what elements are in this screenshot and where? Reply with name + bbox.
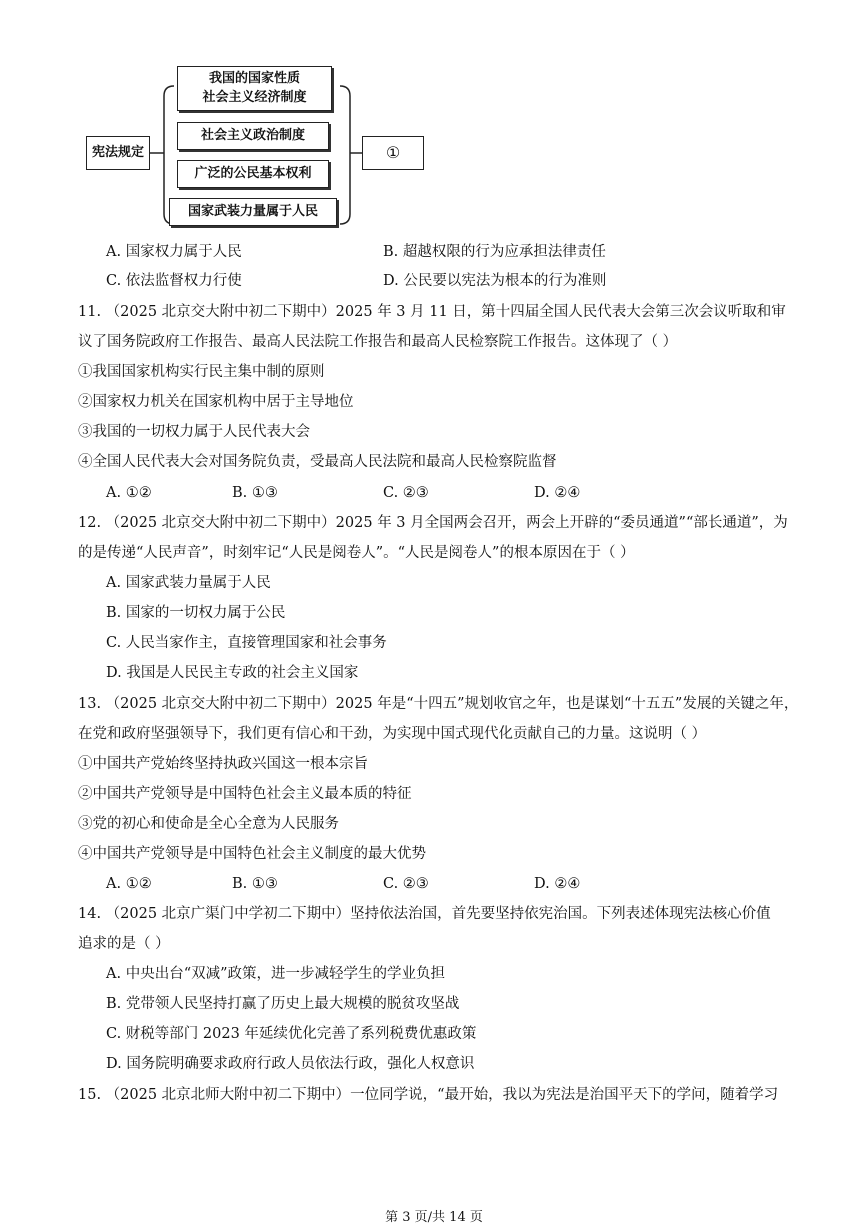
diagram-box-4-label: 国家武装力量属于人民 [187, 203, 318, 219]
q14-option-a: A. 中央出台“双减”政策，进一步减轻学生的学业负担 [106, 966, 446, 982]
diagram-box-2 [177, 122, 329, 150]
q10-option-c: C. 依法监督权力行使 [106, 273, 242, 289]
diagram-right-box [362, 136, 424, 170]
diagram-box-3 [177, 160, 329, 188]
q11-option-b: B. ①③ [232, 485, 278, 501]
q12-stem-line1: 12. （2025 北京交大附中初二下期中）2025 年 3 月全国两会召开，两会上开辟的“委员通道”“部长通道”，为 [78, 515, 788, 531]
q13-item-3: ③党的初心和使命是全心全意为人民服务 [78, 816, 339, 832]
q13-option-b: B. ①③ [232, 876, 278, 892]
q13-stem-line2: 在党和政府坚强领导下，我们更有信心和干劲，为实现中国式现代化贡献自己的力量。这说明（ ） [78, 726, 707, 742]
diagram-box-1-line2: 社会主义经济制度 [202, 89, 307, 105]
diagram-left-label: 宪法规定 [91, 144, 144, 160]
q10-option-b: B. 超越权限的行为应承担法律责任 [383, 244, 606, 260]
q13-item-4: ④中国共产党领导是中国特色社会主义制度的最大优势 [78, 846, 426, 862]
q11-item-4: ④全国人民代表大会对国务院负责，受最高人民法院和最高人民检察院监督 [78, 454, 557, 470]
q11-item-2: ②国家权力机关在国家机构中居于主导地位 [78, 394, 354, 410]
q12-option-a: A. 国家武装力量属于人民 [106, 575, 271, 591]
diagram-box-2-label: 社会主义政治制度 [200, 127, 305, 143]
q10-option-a: A. 国家权力属于人民 [106, 244, 242, 260]
q13-option-a: A. ①② [106, 876, 152, 892]
q14-option-d: D. 国务院明确要求政府行政人员依法行政，强化人权意识 [106, 1056, 475, 1072]
q15-stem-line1: 15. （2025 北京北师大附中初二下期中）一位同学说，“最开始，我以为宪法是治国平天下的学问，随着学习 [78, 1087, 779, 1103]
q14-stem-line2: 追求的是（ ） [78, 936, 170, 952]
q10-option-d: D. 公民要以宪法为根本的行为准则 [383, 273, 607, 289]
diagram-right-label: ① [385, 143, 401, 163]
q13-stem-line1: 13. （2025 北京交大附中初二下期中）2025 年是“十四五”规划收官之年，也是谋划“十五五”发展的关键之年， [78, 696, 799, 712]
q12-stem-line2: 的是传递“人民声音”，时刻牢记“人民是阅卷人”。“人民是阅卷人”的根本原因在于（ ） [78, 545, 635, 561]
q13-option-d: D. ②④ [534, 876, 581, 892]
diagram-left-box [86, 136, 150, 170]
q14-stem-line1: 14. （2025 北京广渠门中学初二下期中）坚持依法治国，首先要坚持依宪治国。下列表述体现宪法核心价值 [78, 906, 771, 922]
q13-item-1: ①中国共产党始终坚持执政兴国这一根本宗旨 [78, 756, 368, 772]
q13-item-2: ②中国共产党领导是中国特色社会主义最本质的特征 [78, 786, 412, 802]
diagram-box-3-label: 广泛的公民基本权利 [194, 165, 312, 181]
q11-stem-line1: 11. （2025 北京交大附中初二下期中）2025 年 3 月 11 日，第十四届全国人民代表大会第三次会议听取和审 [78, 304, 786, 320]
q12-option-d: D. 我国是人民民主专政的社会主义国家 [106, 665, 359, 681]
q11-stem-line2: 议了国务院政府工作报告、最高人民法院工作报告和最高人民检察院工作报告。这体现了（ ） [78, 334, 678, 350]
diagram-box-4 [169, 198, 337, 226]
diagram-box-1 [177, 66, 332, 111]
q11-option-d: D. ②④ [534, 485, 581, 501]
q11-item-1: ①我国国家机构实行民主集中制的原则 [78, 364, 325, 380]
q11-item-3: ③我国的一切权力属于人民代表大会 [78, 424, 310, 440]
diagram-box-1-line1: 我国的国家性质 [208, 70, 300, 86]
q11-option-c: C. ②③ [383, 485, 429, 501]
page-footer: 第 3 页/共 14 页 [385, 1210, 483, 1225]
q12-option-b: B. 国家的一切权力属于公民 [106, 605, 286, 621]
q12-option-c: C. 人民当家作主，直接管理国家和社会事务 [106, 635, 387, 651]
q13-option-c: C. ②③ [383, 876, 429, 892]
q11-option-a: A. ①② [106, 485, 152, 501]
q14-option-b: B. 党带领人民坚持打赢了历史上最大规模的脱贫攻坚战 [106, 996, 460, 1012]
q14-option-c: C. 财税等部门 2023 年延续优化完善了系列税费优惠政策 [106, 1026, 477, 1042]
